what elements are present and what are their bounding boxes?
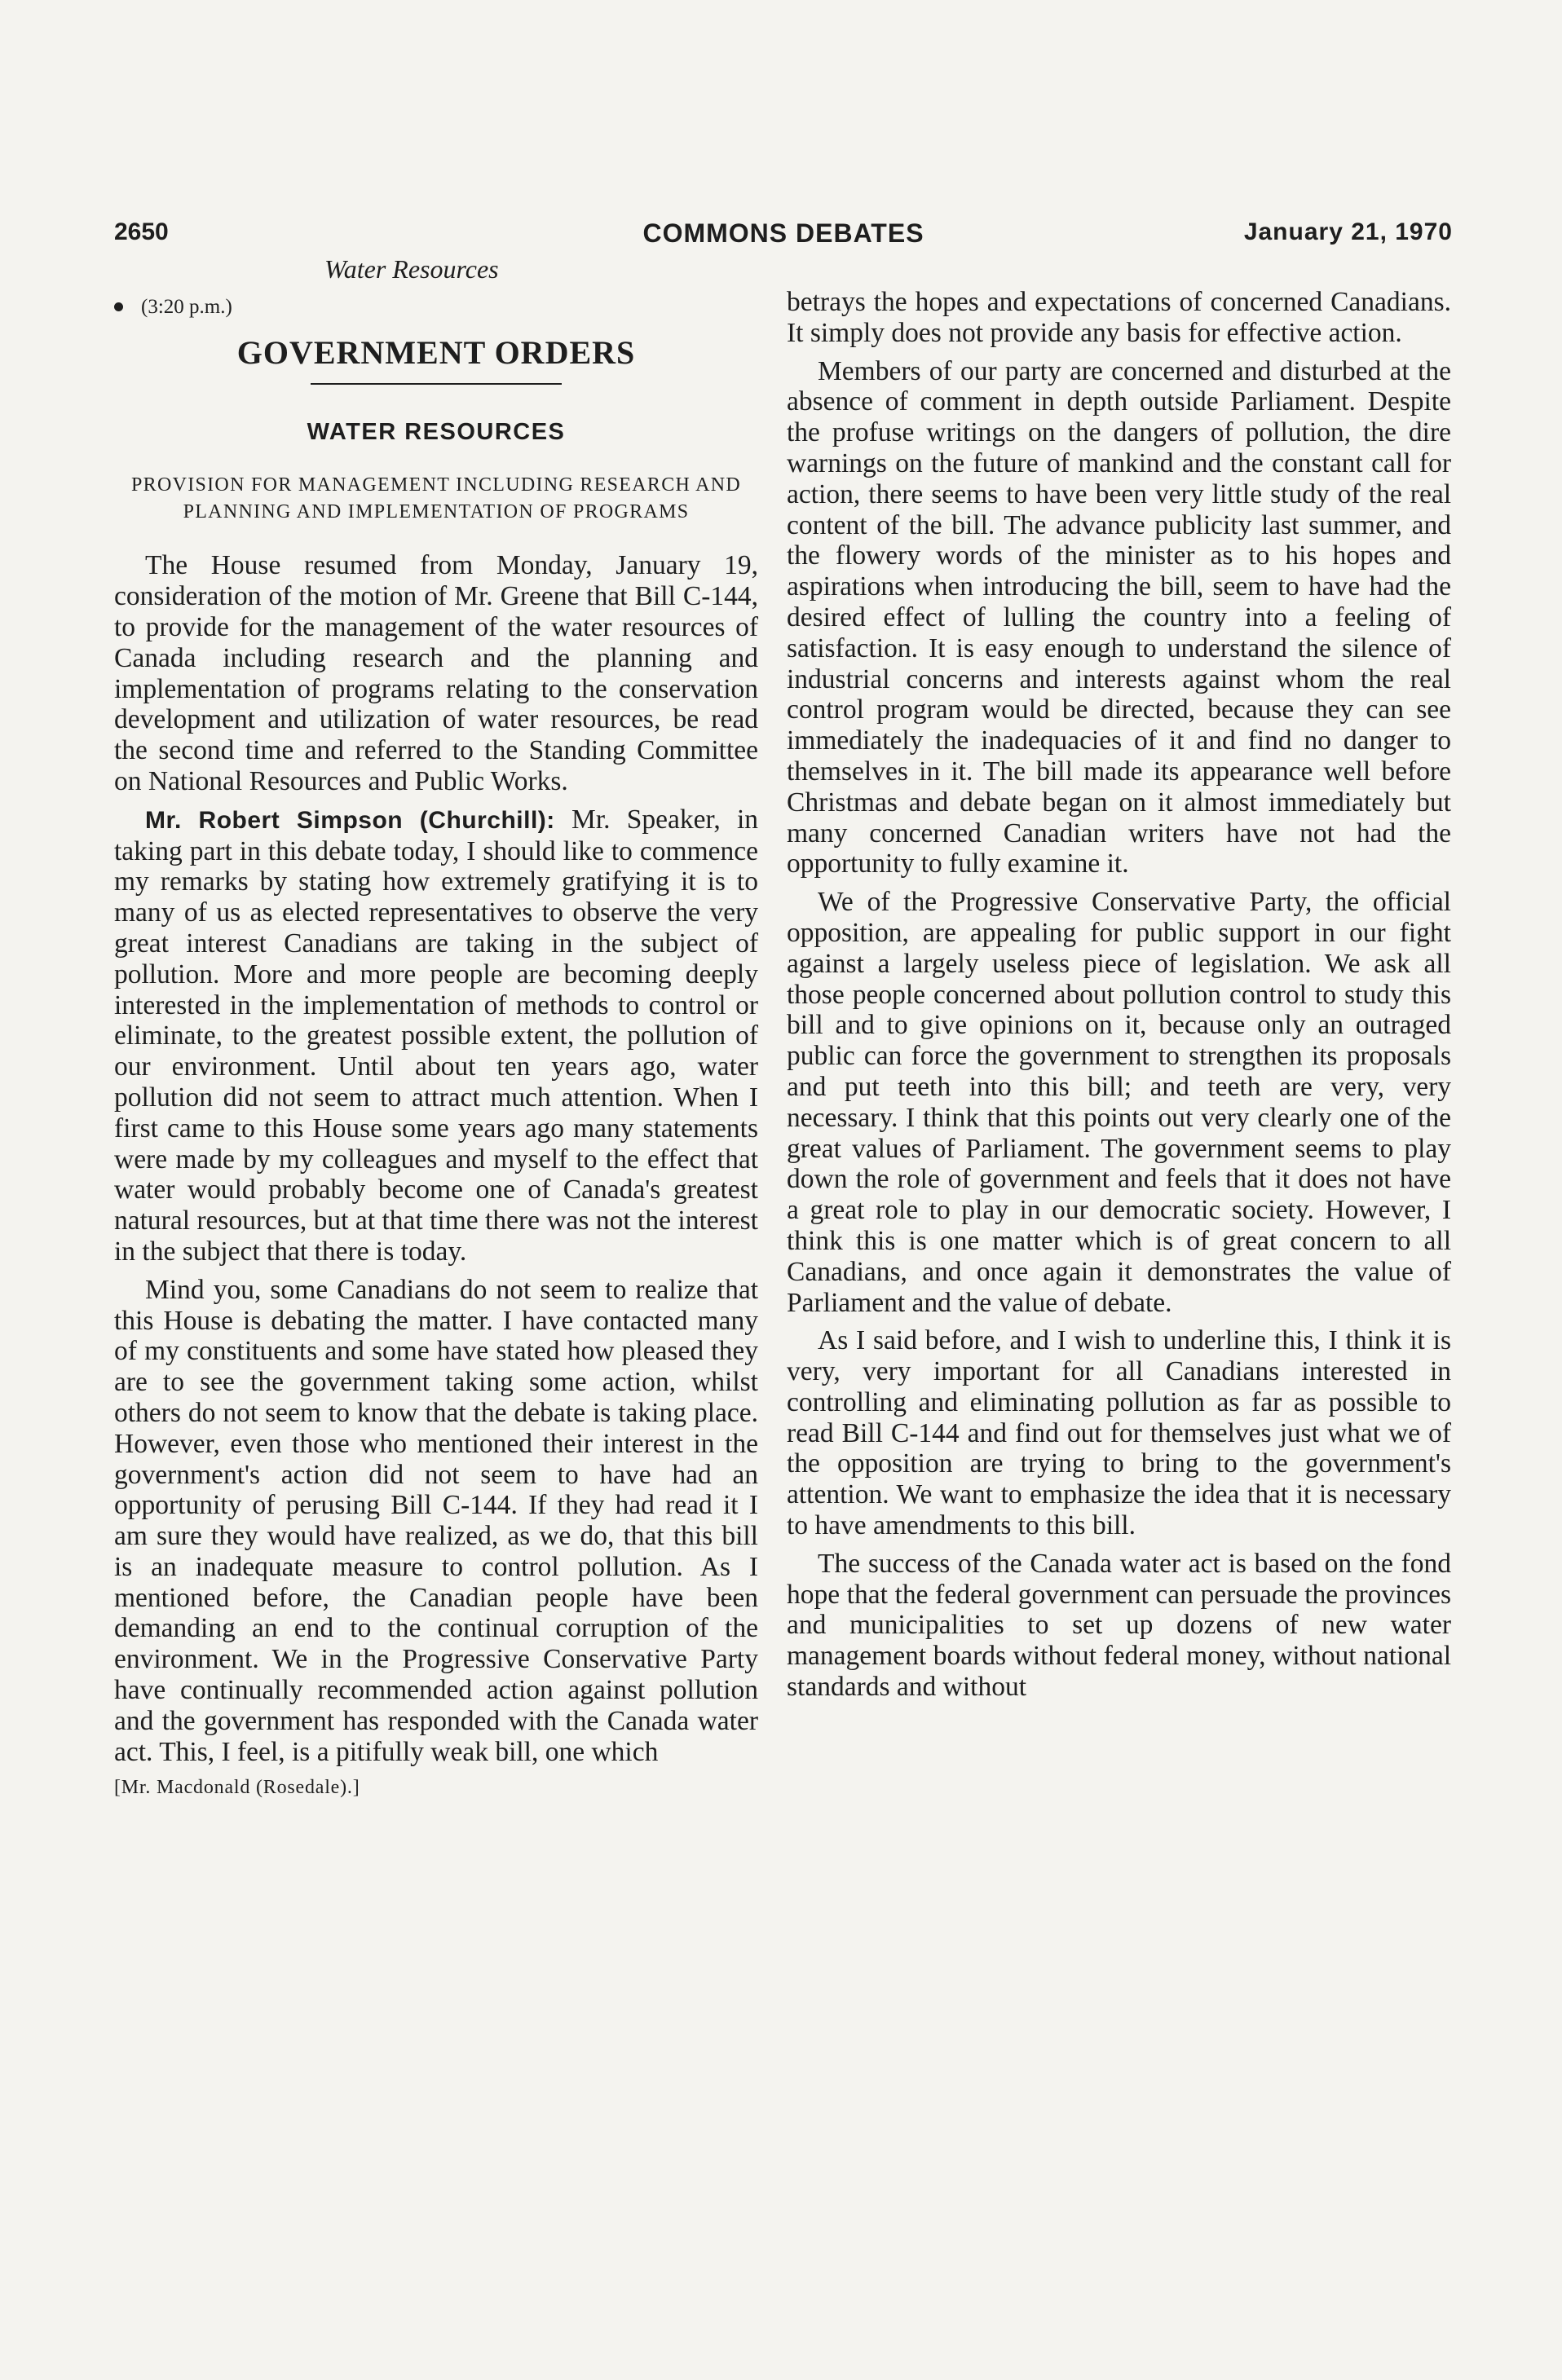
time-mark — [114, 292, 758, 323]
section-heading: GOVERNMENT ORDERS — [236, 333, 636, 371]
continued-paragraph: betrays the hopes and expectations of concerned Canadians. It simply does not provide any basis for effective action. — [787, 287, 1451, 348]
speech-paragraph: We of the Progressive Conservative Party, the official opposition, are appealing for public support in our fight against a largely useless piece of legislation. We ask all those people concerned about pollution control to study this bill and to give opinions on it, because only an outraged public can force the government to strengthen its proposals and put teeth into this bill; and teeth are very, very necessary. I think that this points out very clearly one of the great values of Parliament. The government seems to play down the role of government and feels that it does not have a great role to play in our democratic society. However, I think this is one matter which is of great concern to all Canadians, and once again it demonstrates the value of Parliament and the value of debate. — [787, 887, 1451, 1318]
running-head: Water Resources — [324, 254, 499, 284]
speech-paragraph: Mind you, some Canadians do not seem to realize that this House is debating the matter. I have contacted many of my constituents and some have stated how pleased they are to see the government taking some action, whilst others do not seem to know that the debate is taking place. However, even those who mentioned their interest in the government's action did not seem to have had an opportunity of perusing Bill C-144. If they had read it I am sure they would have realized, as we do, that this bill is an inadequate measure to control pollution. As I mentioned before, the Canadian people have been demanding an end to the continual corruption of the environment. We in the Progressive Conservative Party have continually recommended action against pollution and the government has responded with the Canada water act. This, I feel, is a pitifully weak bill, one which — [114, 1274, 758, 1767]
page-number: 2650 — [114, 218, 169, 245]
speech-paragraph: The success of the Canada water act is based on the fond hope that the federal government can persuade the provinces and municipalities to set up dozens of new water management boards without federal money, without national standards and without — [787, 1548, 1451, 1703]
page-header — [114, 218, 1453, 254]
sub-heading: WATER RESOURCES — [307, 418, 566, 445]
speech-paragraph-text: Mr. Speaker, in taking part in this debate today, I should like to commence my remarks by stating how extremely gratifying it is to many of us as elected representatives to observe the very great interest Canadians are taking in the subject of pollution. More and more people are becoming deeply interested in the implementation of methods to control or eliminate, to the greatest possible extent, the pollution of our environment. Until about ten years ago, water pollution did not seem to attract much attention. When I first came to this House some years ago many statements were made by my colleagues and myself to the effect that water would probably become one of Canada's greatest natural resources, but at that time there was not the interest in the subject that there is today. — [114, 804, 758, 1267]
speaker-footnote: [Mr. Macdonald (Rosedale).] — [114, 1777, 360, 1799]
speech-paragraph — [114, 804, 758, 1267]
intro-paragraph: The House resumed from Monday, January 19, consideration of the motion of Mr. Greene that Bill C-144, to provide for the management of the water resources of Canada including research and the planning and implementation of programs relating to the conservation development and utilization of water resources, be read the second time and referred to the Standing Committee on National Resources and Public Works. — [114, 550, 758, 796]
journal-title: COMMONS DEBATES — [642, 218, 924, 248]
bill-caption: PROVISION FOR MANAGEMENT INCLUDING RESEARCH AND PLANNING AND IMPLEMENTATION OF PROGRAMS — [130, 474, 742, 523]
left-column — [114, 287, 758, 1807]
speech-paragraph: Members of our party are concerned and disturbed at the absence of comment in depth outside Parliament. Despite the profuse writings on the dangers of pollution, the dire warnings on the future of mankind and the constant call for action, there seems to have been very little study of the real content of the bill. The advance publicity last summer, and the flowery words of the minister as to his hopes and aspirations when introducing the bill, seem to have had the desired effect of lulling the country into a feeling of satisfaction. It is easy enough to understand the silence of industrial concerns and interests against whom the real control program would be directed, because they can see immediately the inadequacies of it and find no danger to themselves in it. The bill made its appearance well before Christmas and debate began on it almost immediately but many concerned Canadian writers have not had the opportunity to fully examine it. — [787, 355, 1451, 879]
right-column — [787, 287, 1451, 1710]
bullet-icon — [114, 302, 123, 311]
time-mark-text: (3:20 p.m.) — [141, 296, 232, 318]
speaker-name: Mr. Robert Simpson (Churchill): — [145, 806, 555, 834]
speech-paragraph: As I said before, and I wish to underline this, I think it is very, very important for all Canadians interested in controlling and eliminating pollution as far as possible to read Bill C-144 and find out for themselves just what we of the opposition are trying to bring to the government's attention. We want to emphasize the idea that it is necessary to have amendments to this bill. — [787, 1325, 1451, 1541]
page-date: January 21, 1970 — [1243, 218, 1453, 245]
heading-divider — [311, 383, 562, 385]
